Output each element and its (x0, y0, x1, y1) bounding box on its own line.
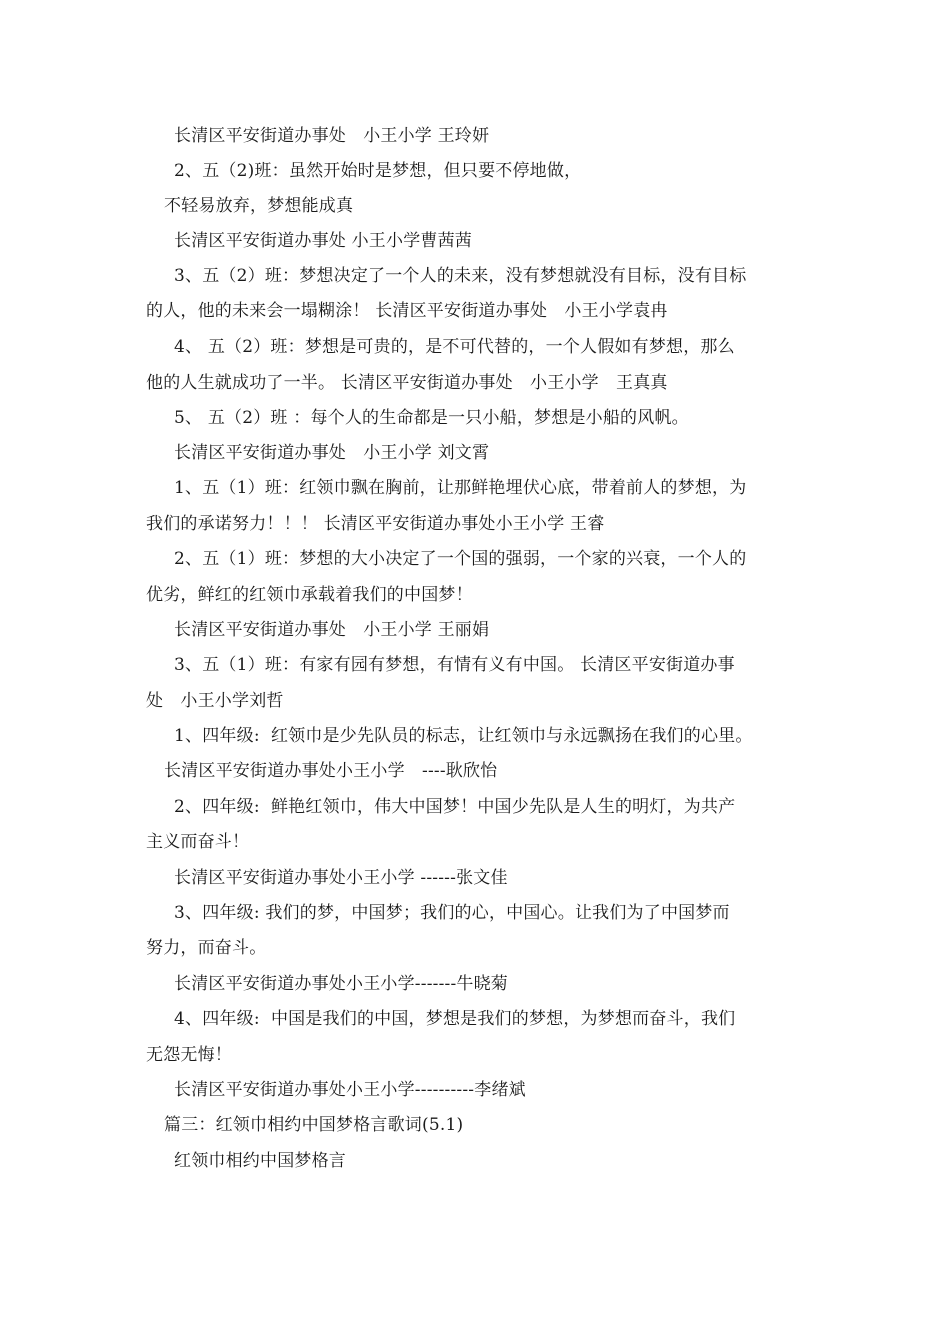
text-line: 优劣，鲜红的红领巾承载着我们的中国梦！ (146, 585, 473, 605)
text-line: 的人，他的未来会一塌糊涂！ 长清区平安街道办事处 小王小学袁冉 (146, 301, 668, 321)
text-line: 长清区平安街道办事处小王小学 ----耿欣怡 (164, 761, 498, 781)
text-line: 4、 五（2）班：梦想是可贵的，是不可代替的，一个人假如有梦想，那么 (174, 337, 735, 357)
text-line: 长清区平安街道办事处 小王小学 王玲妍 (174, 126, 490, 146)
text-line: 无怨无悔！ (146, 1045, 232, 1065)
text-line: 1、五（1）班：红领巾飘在胸前，让那鲜艳埋伏心底，带着前人的梦想，为 (174, 478, 747, 498)
text-line: 3、五（1）班：有家有园有梦想，有情有义有中国。 长清区平安街道办事 (174, 655, 735, 675)
text-line: 长清区平安街道办事处小王小学-------牛晓菊 (174, 974, 509, 994)
text-line: 3、四年级: 我们的梦，中国梦；我们的心，中国心。让我们为了中国梦而 (174, 903, 730, 923)
text-line: 努力，而奋斗。 (146, 938, 267, 958)
text-line: 不轻易放弃，梦想能成真 (164, 196, 354, 216)
text-line: 长清区平安街道办事处小王小学 ------张文佳 (174, 868, 508, 888)
text-line: 4、四年级: 中国是我们的中国，梦想是我们的梦想，为梦想而奋斗，我们 (174, 1009, 736, 1029)
text-line: 长清区平安街道办事处小王小学----------李绪斌 (174, 1080, 526, 1100)
text-line: 1、四年级: 红领巾是少先队员的标志，让红领巾与永远飘扬在我们的心里。 (174, 726, 753, 746)
text-line: 5、 五（2）班 ：每个人的生命都是一只小船，梦想是小船的风帆。 (174, 408, 689, 428)
text-line: 我们的承诺努力！！！ 长清区平安街道办事处小王小学 王睿 (146, 514, 605, 534)
section-heading: 篇三：红领巾相约中国梦格言歌词(5.1) (164, 1115, 464, 1135)
text-line: 处 小王小学刘哲 (146, 691, 284, 711)
text-line: 长清区平安街道办事处 小王小学曹茜茜 (174, 231, 473, 251)
text-line: 2、四年级: 鲜艳红领巾，伟大中国梦！中国少先队是人生的明灯，为共产 (174, 797, 736, 817)
text-line: 2、五（1）班：梦想的大小决定了一个国的强弱，一个家的兴衰，一个人的 (174, 549, 747, 569)
text-line: 3、五（2）班：梦想决定了一个人的未来，没有梦想就没有目标，没有目标 (174, 266, 747, 286)
text-line: 2、五（2)班：虽然开始时是梦想，但只要不停地做， (174, 161, 582, 181)
section-title: 红领巾相约中国梦格言 (174, 1151, 346, 1171)
text-line: 主义而奋斗！ (146, 832, 250, 852)
text-line: 他的人生就成功了一半。 长清区平安街道办事处 小王小学 王真真 (146, 373, 668, 393)
text-line: 长清区平安街道办事处 小王小学 王丽娟 (174, 620, 490, 640)
text-line: 长清区平安街道办事处 小王小学 刘文霄 (174, 443, 490, 463)
